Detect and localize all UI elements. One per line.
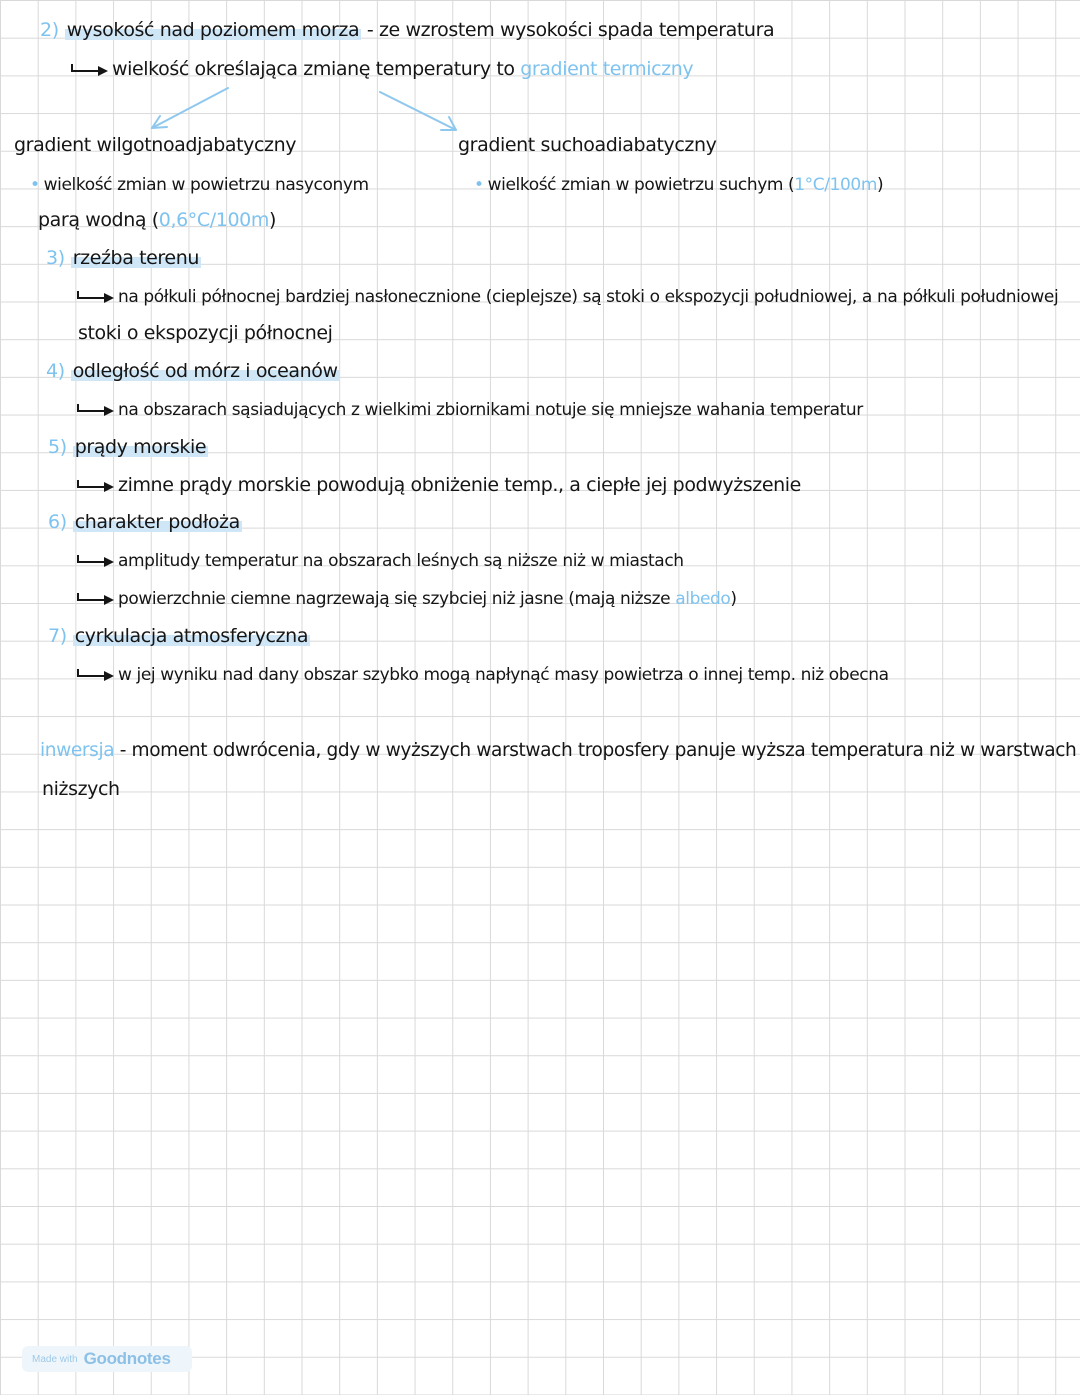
detail-text: zimne prądy morskie powodują obniżenie temp., a ciepłe jej podwyższenie — [118, 474, 801, 496]
value-wet-gradient: 0,6°C/100m — [158, 209, 269, 231]
desc-text: ) — [877, 175, 884, 195]
point-title: cyrkulacja atmosferyczna — [74, 625, 309, 647]
right-branch-title: gradient suchoadiabatyczny — [458, 134, 717, 156]
goodnotes-badge — [22, 1346, 192, 1372]
arrow-right-icon — [76, 479, 116, 493]
value-dry-gradient: 1°C/100m — [794, 175, 877, 195]
point-title: odległość od mórz i oceanów — [72, 360, 338, 382]
point-title: wysokość nad poziomem morza — [66, 19, 360, 41]
point-number: 5) — [48, 436, 67, 458]
detail-text: powierzchnie ciemne nagrzewają się szybciej niż jasne (mają niższe — [118, 589, 676, 609]
bullet-icon: • — [474, 175, 484, 195]
point-5-detail — [76, 472, 801, 498]
arrow-left-branch — [152, 88, 228, 128]
term-gradient-termiczny: gradient termiczny — [520, 58, 694, 80]
bullet-icon: • — [30, 175, 40, 195]
detail-text: ) — [730, 589, 737, 609]
point-number: 3) — [46, 247, 65, 269]
inversion-definition — [40, 737, 1076, 763]
left-branch-desc — [30, 172, 369, 198]
detail-text: amplitudy temperatur na obszarach leśnych są niższe niż w miastach — [118, 551, 684, 571]
desc-text: ) — [268, 209, 276, 231]
arrow-right-icon — [76, 592, 116, 606]
detail-text: na półkuli północnej bardziej nasłonecznione (cieplejsze) są stoki o ekspozycji południowej, a na półkuli południowej — [118, 287, 1059, 307]
point-2-detail — [70, 56, 693, 82]
badge-brand: Goodnotes — [83, 1349, 171, 1368]
point-title: prądy morskie — [74, 436, 207, 458]
point-number: 2) — [40, 19, 59, 41]
point-3-heading — [46, 245, 201, 271]
desc-text: parą wodną ( — [38, 209, 159, 231]
definition-text: - moment odwrócenia, gdy w wyższych warstwach troposfery panuje wyższa temperatura niż w warstwach — [114, 739, 1077, 761]
detail-text: w jej wyniku nad dany obszar szybko mogą napłynąć masy powietrza o innej temp. niż obecna — [118, 665, 889, 685]
point-number: 7) — [48, 625, 67, 647]
arrow-right-icon — [76, 403, 116, 417]
right-branch-desc — [474, 172, 883, 198]
point-6-detail-1 — [76, 548, 684, 574]
point-4-detail — [76, 397, 863, 423]
point-6-detail-2 — [76, 586, 737, 612]
desc-text: wielkość zmian w powietrzu nasyconym — [43, 175, 369, 195]
point-text: - ze wzrostem wysokości spada temperatura — [361, 19, 775, 41]
point-number: 4) — [46, 360, 65, 382]
left-branch-title: gradient wilgotnoadjabatyczny — [14, 134, 297, 156]
point-title: rzeźba terenu — [72, 247, 200, 269]
point-3-detail-1 — [76, 284, 1058, 310]
term-inwersja: inwersja — [40, 739, 115, 761]
point-6-heading — [48, 509, 242, 535]
detail-text: wielkość określająca zmianę temperatury to — [112, 58, 521, 80]
arrow-right-icon — [76, 668, 116, 682]
detail-text: na obszarach sąsiadujących z wielkimi zbiornikami notuje się mniejsze wahania temperatur — [118, 400, 863, 420]
badge-made-with: Made with — [32, 1353, 78, 1365]
arrow-right-icon — [76, 554, 116, 568]
point-title: charakter podłoża — [74, 511, 240, 533]
inversion-definition-cont: niższych — [42, 778, 120, 800]
arrow-right-icon — [70, 63, 110, 77]
term-albedo: albedo — [675, 589, 731, 609]
left-branch-value-line — [38, 207, 276, 233]
point-4-heading — [46, 358, 340, 384]
arrow-right-branch — [380, 92, 456, 130]
arrow-right-icon — [76, 290, 116, 304]
point-5-heading — [48, 434, 208, 460]
point-7-detail — [76, 662, 889, 688]
desc-text: wielkość zmian w powietrzu suchym ( — [487, 175, 795, 195]
point-number: 6) — [48, 511, 67, 533]
point-2-heading — [40, 17, 774, 43]
point-7-heading — [48, 623, 310, 649]
point-3-detail-2: stoki o ekspozycji północnej — [78, 322, 333, 344]
